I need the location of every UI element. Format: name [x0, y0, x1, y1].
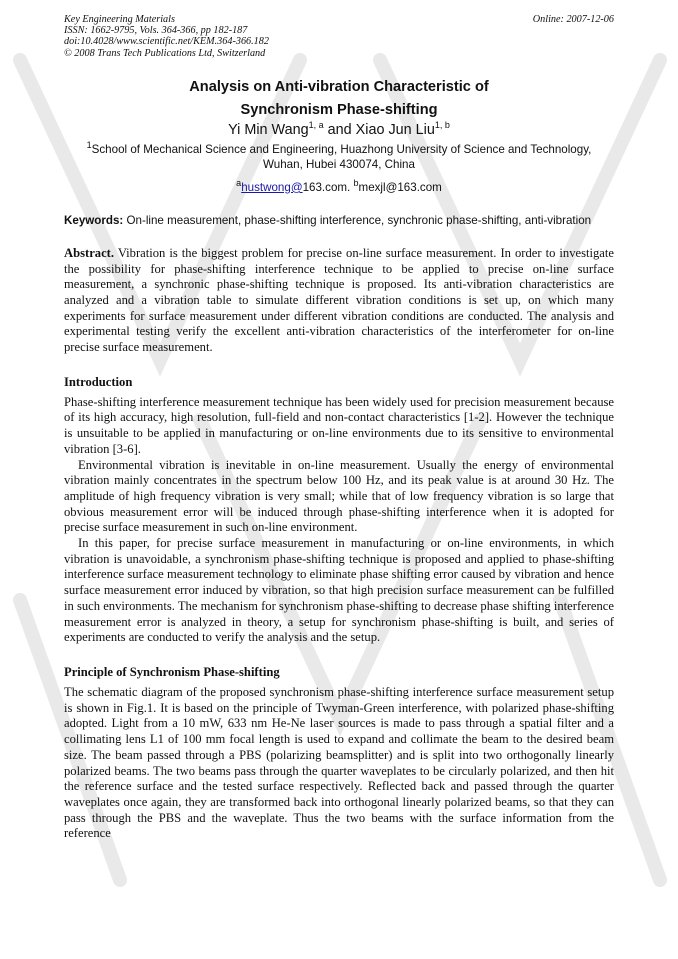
keywords-text: On-line measurement, phase-shifting interference, synchronic phase-shifting, anti-vibration [123, 213, 592, 227]
online-date: Online: 2007-12-06 [532, 14, 614, 25]
journal-header [64, 14, 614, 59]
affiliation-superscript: 1 [86, 139, 92, 150]
keywords-label: Keywords: [64, 213, 124, 227]
copyright-line: © 2008 Trans Tech Publications Ltd, Switzerland [64, 47, 266, 59]
author-superscript: 1, b [434, 120, 450, 131]
issn-line: ISSN: 1662-9795, Vols. 364-366, pp 182-187 [64, 25, 248, 37]
title-line-2: Synchronism Phase-shifting [240, 101, 438, 118]
paper-page [64, 14, 614, 842]
section-heading-introduction: Introduction [64, 374, 133, 389]
email-superscript: a [236, 177, 242, 188]
keywords [64, 213, 614, 228]
author-name: Yi Min Wang [228, 121, 309, 138]
author-conjunction: and [323, 121, 356, 138]
author-list [64, 120, 614, 140]
affiliation [64, 139, 614, 172]
doi-line: doi:10.4028/www.scientific.net/KEM.364-366.182 [64, 36, 269, 48]
author-superscript: 1, a [308, 120, 324, 131]
section-heading-principle: Principle of Synchronism Phase-shifting [64, 664, 280, 679]
author-emails [64, 177, 614, 195]
affiliation-line-1: School of Mechanical Science and Engineering, Huazhong University of Science and Technology, [91, 142, 592, 156]
abstract-text: Vibration is the biggest problem for precise on-line surface measurement. In order to investigate the possibility for phase-shifting interference technique to be applied to precise on-line surface measurement, a synchronic phase-shifting technique is proposed. Its anti-vibration characteristics are analyzed and a vibration table to simulate different vibration conditions is set up, on which many experiments for surface measurement under different vibration conditions are conducted. The analysis and experimental testing verify the excellent anti-vibration characteristics of the interferometer for on-line precise surface measurement. [64, 245, 614, 355]
email-domain: 163.com. [302, 180, 354, 194]
email-superscript: b [353, 177, 359, 188]
email-address: mexjl@163.com [358, 180, 442, 194]
abstract [64, 246, 614, 356]
principle-paragraph-1: The schematic diagram of the proposed synchronism phase-shifting interference surface measurement setup is shown in Fig.1. It is based on the principle of Twyman-Green interference, with polarized phase-shifting adopted. Light from a 10 mW, 633 nm He-Ne laser sources is made to pass through a spatial filter and a collimating lens L1 of 100 mm focal length is used to expand and collimate the beam to the desired beam size. The beam passed through a PBS (polarizing beamsplitter) and is split into two orthogonally linearly polarized beams. The two beams pass through the quarter waveplates to be circularly polarized, and then hit the reference surface and the tested surface respectively. Reflected back and passed through the quarter waveplates once again, they are transformed back into orthogonal linearly polarized beams, so that they can pass through the PBS and the waveplate. Thus the two beams with the surface information from the reference [64, 684, 614, 841]
intro-paragraph-1: Phase-shifting interference measurement technique has been widely used for precision measurement because of its high accuracy, high resolution, full-field and non-contact characteristics [1-2]. However the technique is unsuitable to be applied in manufacturing or on-line environments due to its sensitive to environmental vibration [3-6]. [64, 394, 614, 456]
intro-paragraph-3: In this paper, for precise surface measurement in manufacturing or on-line environments, in which vibration is unavoidable, a synchronism phase-shifting technique is proposed and applied to phase-shifting interference surface measurement technology to eliminate phase shifting error caused by vibration and hence surface measurement error induced by vibration, so that high precision surface measurement can be fulfilled in such environments. The mechanism for synchronism phase-shifting to decrease phase shifting interference measurement error is analyzed in theory, a setup for synchronism phase-shifting is built, and series of experiments are conducted to verify the analysis and the setup. [64, 536, 614, 645]
abstract-label: Abstract. [64, 245, 115, 260]
paper-title [64, 76, 614, 122]
author-name: Xiao Jun Liu [355, 121, 435, 138]
intro-paragraph-2: Environmental vibration is inevitable in on-line measurement. Usually the energy of environmental vibration mainly concentrates in the spectrum below 100 Hz, and its peak value is at around 30 Hz. The amplitude of high frequency vibration is very small; while that of low frequency vibration is so large that obvious measurement error will be induced through phase-shifting interference when it is adopted for precise surface measurement in such on-line environment. [64, 457, 614, 535]
journal-name: Key Engineering Materials [64, 14, 175, 25]
title-line-1: Analysis on Anti-vibration Characteristic of [189, 78, 489, 95]
email-link[interactable]: hustwong@ [241, 180, 303, 194]
affiliation-line-2: Wuhan, Hubei 430074, China [263, 157, 415, 171]
